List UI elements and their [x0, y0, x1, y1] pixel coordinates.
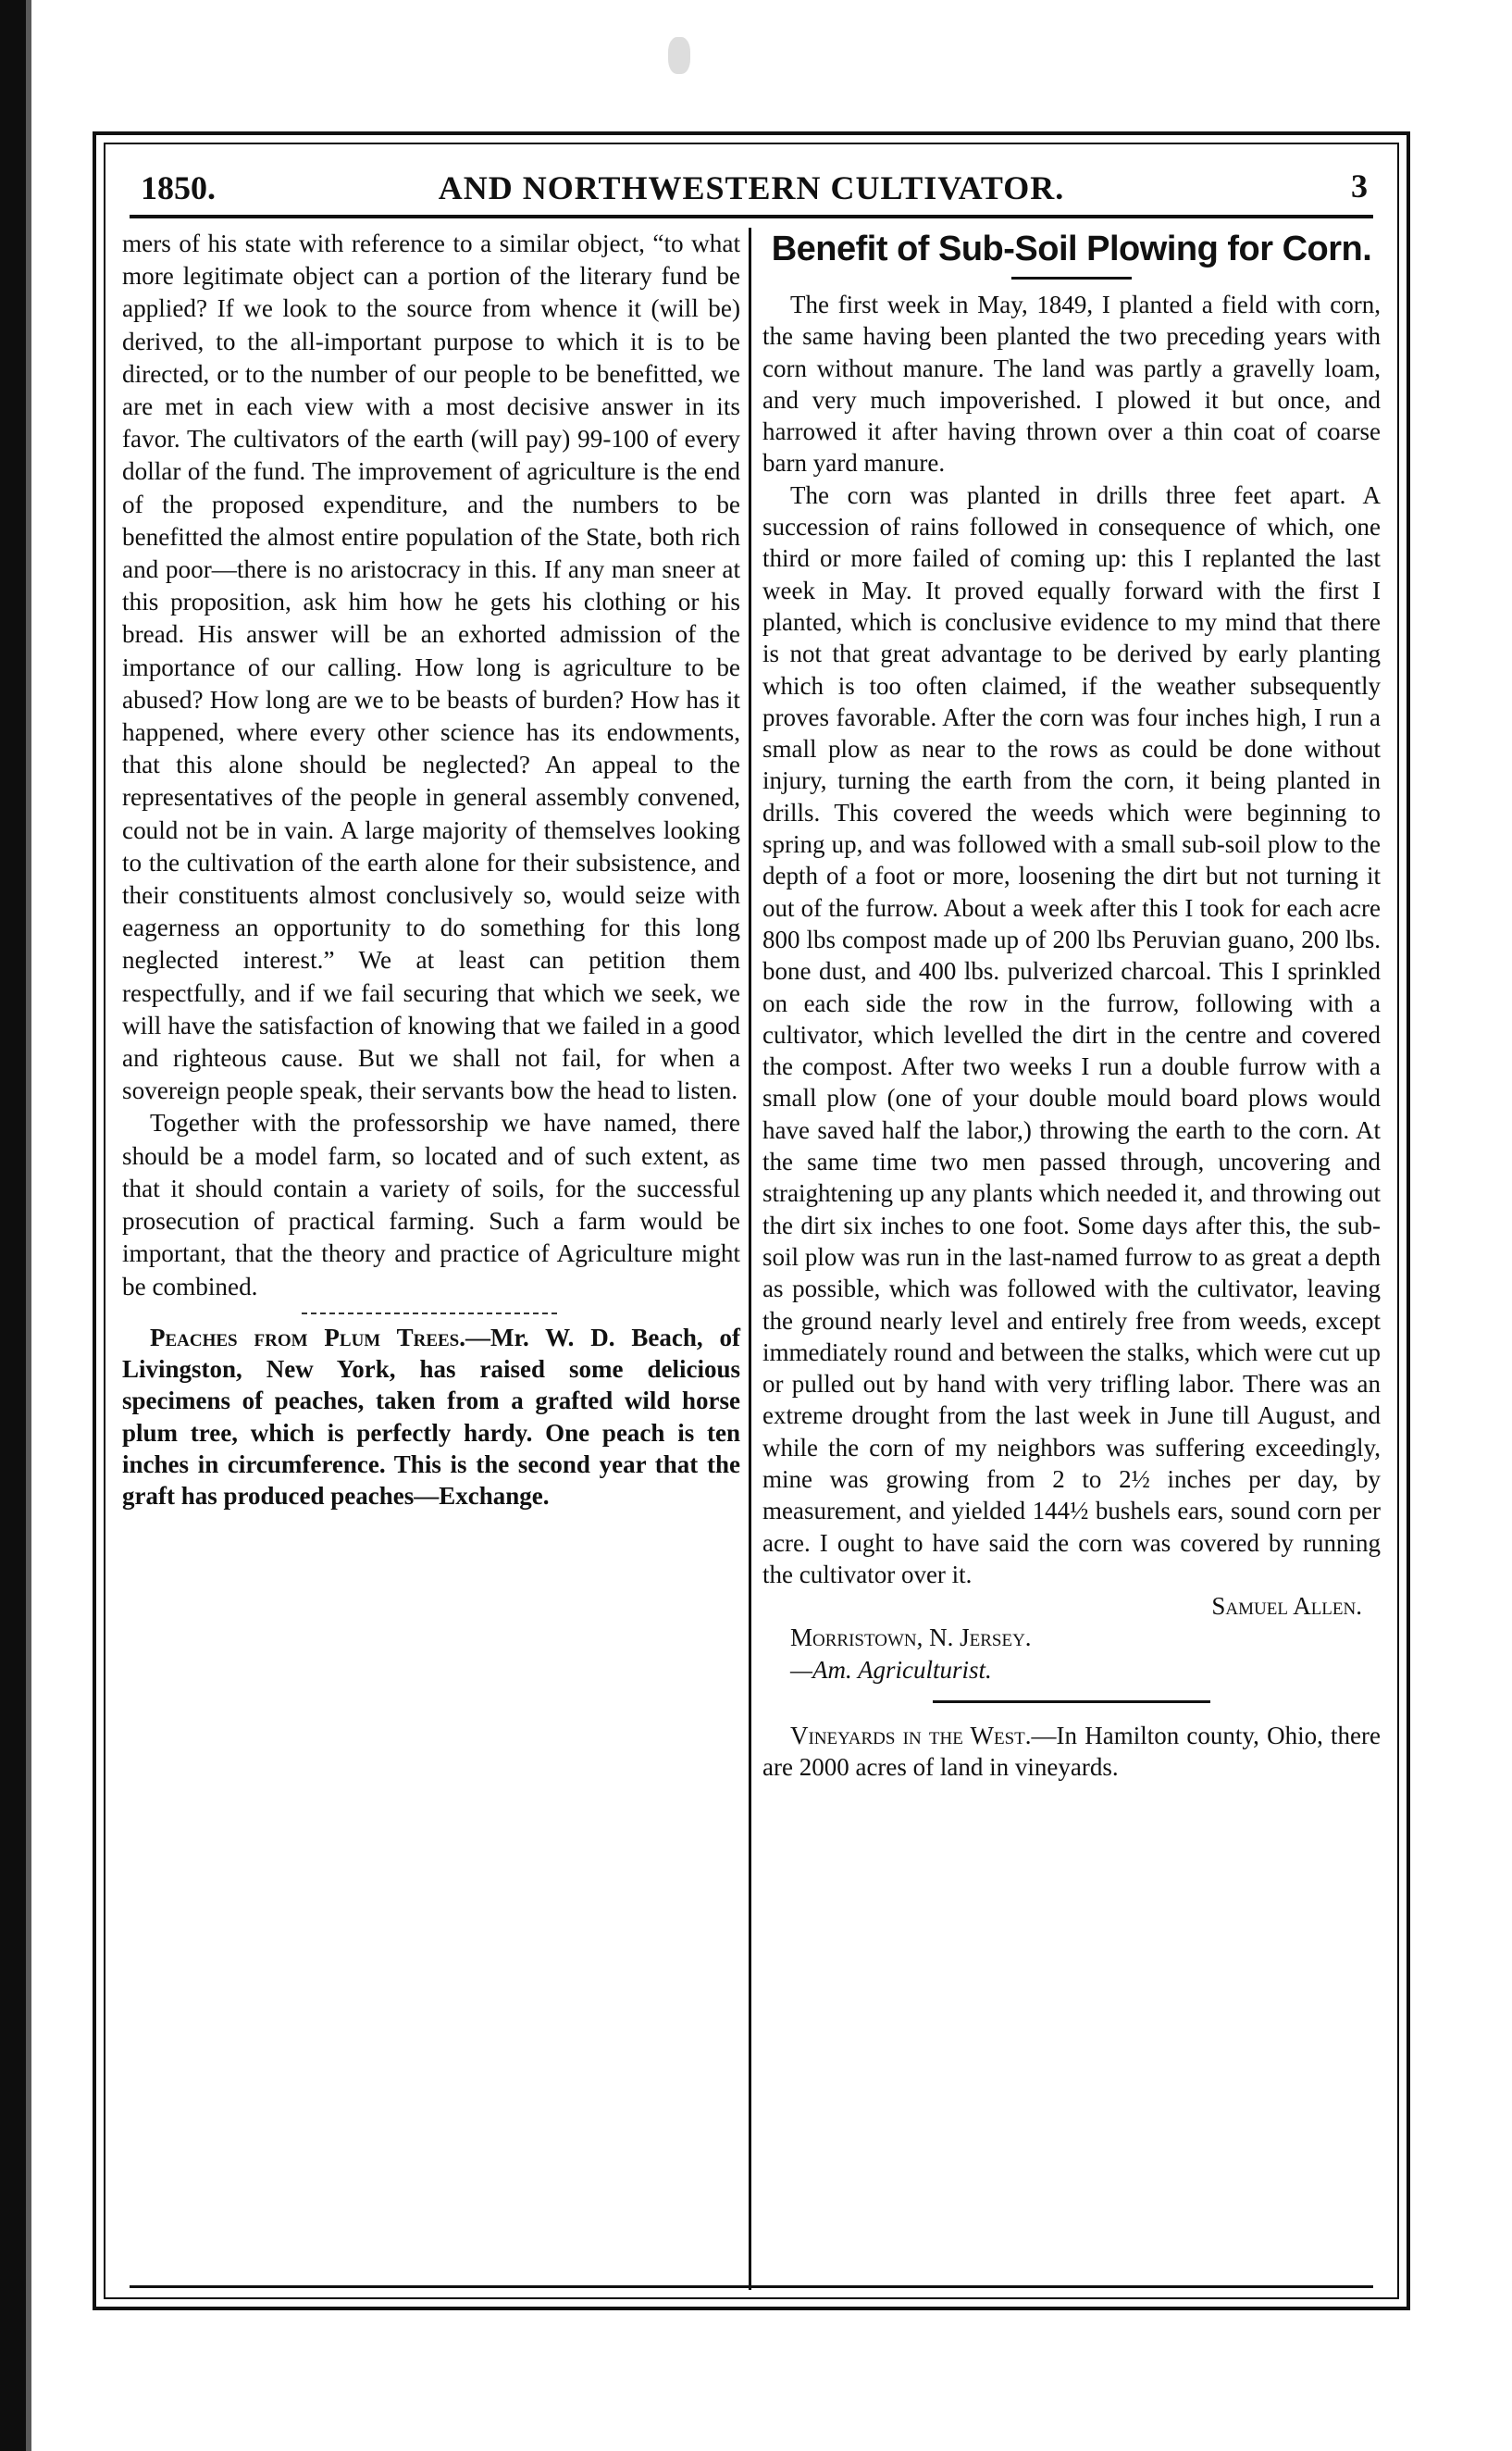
right-column	[762, 228, 1381, 1784]
scan-speck	[668, 37, 690, 74]
right-paragraph-1: The first week in May, 1849, I planted a field with corn, the same having been planted the two preceding years with corn without manure. The land was partly a gravelly loam, and very much impoverished. I plowed it but once, and harrowed it after having thrown over a thin coat of coarse barn yard manure.	[762, 291, 1381, 478]
header-title: AND NORTHWESTERN CULTIVATOR.	[438, 169, 1065, 206]
bottom-rule	[130, 2285, 1373, 2288]
author-signature	[762, 1590, 1381, 1622]
section-rule	[933, 1700, 1210, 1703]
newspaper-page	[93, 131, 1410, 2310]
left-paragraph-2: Together with the professorship we have named, there should be a model farm, so located and of such extent, as that it should contain a variety of soils, for the successful prosecution of practical farming. Such a farm would be important, that the theory and practice of Agriculture might be combined.	[122, 1109, 740, 1300]
left-column	[122, 228, 740, 1512]
article-headline: Benefit of Sub-Soil Plowing for Corn.	[771, 230, 1372, 268]
header-year: 1850.	[141, 169, 216, 206]
left-paragraph-1: mers of his state with reference to a similar object, “to what more legitimate object can a portion of the literary fund be applied? If we look to the source from whence it (will be) derived, to the all-important purpose to which it is to be directed, or to the number of our people to be benefitted, we are met in each view with a most decisive answer in its favor. The cultivators of the earth (will pay) 99-100 of every dollar of the fund. The improvement of agriculture is the end of the proposed expenditure, and the numbers to be benefitted the almost entire population of the State, both rich and poor—there is no aristocracy in this. If any man sneer at this proposition, ask him how he gets his clothing or his bread. His answer will be an exhorted admission of the importance of our calling. How long is agriculture to be abused? How long are we to be beasts of burden? How has it happened, where every other science has its endowments, that this alone should be neglected? An appeal to the representatives of the people in general assembly convened, could not be in vain. A large majority of themselves looking to the cultivation of the earth alone for their subsistence, and their constituents almost conclusively so, would seize with eagerness an opportunity to do something for this long neglected interest.” We at least can petition them respectfully, and if we fail securing that which we seek, we will have the satisfaction of knowing that we failed in a good and righteous cause. But we shall not fail, for when a sovereign people speak, their servants bow the head to listen.	[122, 230, 740, 1105]
vineyards-title: Vineyards in the West.	[790, 1722, 1032, 1750]
vineyards-article	[762, 1720, 1381, 1784]
signature-name: Samuel Allen.	[1211, 1592, 1362, 1621]
author-location: Morristown, N. Jersey.	[790, 1624, 1032, 1652]
peaches-title: Peaches from Plum Trees.	[150, 1323, 466, 1351]
headline-rule	[1011, 277, 1132, 280]
running-header	[130, 159, 1373, 218]
right-paragraph-2: The corn was planted in drills three feet apart. A succession of rains followed in consequence of which, one third or more failed of coming up: this I replanted the last week in May. It proved equally forward with the first I planted, which is conclusive evidence to my mind that there is not that great advantage to be derived by early planting which is too often claimed, if the weather subsequently proves favorable. After the corn was four inches high, I run a small plow as near to the rows as could be done without injury, turning the earth from the corn, it being planted in drills. This covered the weeds which were beginning to spring up, and was followed with a small sub-soil plow to the depth of a foot or more, loosening the dirt but not turning it out of the furrow. About a week after this I took for each acre 800 lbs compost made up of 200 lbs Peruvian guano, 200 lbs. bone dust, and 400 lbs. pulverized charcoal. This I sprinkled on each side the row in the furrow, following with a cultivator, which levelled the dirt in the centre and covered the compost. After two weeks I run a double furrow with a small plow (one of your double mould board plows would have saved half the labor,) throwing the earth to the corn. At the same time two men passed through, uncovering and straightening up any plants which needed it, and throwing out the dirt six inches to one foot. Some days after this, the sub-soil plow was run in the last-named furrow to as great a depth as possible, which was followed with the cultivator, leaving the ground nearly level and entirely free from weeds, except immediately round and between the stalks, which were cut up or pulled out by hand with very trifling labor. There was an extreme drought from the last week in June till August, and while the corn of my neighbors was suffering exceedingly, mine was growing from 2 to 2½ inches per day, by measurement, and yielded 144½ bushels ears, sound corn per acre. I ought to have said the corn was covered by running the cultivator over it.	[762, 480, 1381, 1588]
section-separator	[302, 1313, 561, 1314]
article-source: —Am. Agriculturist.	[790, 1655, 992, 1684]
scan-edge-gray	[26, 0, 31, 2451]
column-divider	[749, 228, 751, 2290]
peaches-article	[122, 1322, 740, 1512]
page-number: 3	[1351, 168, 1368, 205]
vineyards-body: —In Hamilton county, Ohio, there are 2000 acres of land in vineyards.	[762, 1722, 1381, 1782]
peaches-body: —Mr. W. D. Beach, of Livingston, New York, has raised some delicious specimens of peaches, taken from a grafted wild horse plum tree, which is perfectly hardy. One peach is ten inches in circumference. This is the second year that the graft has produced peaches—Exchange.	[122, 1323, 741, 1511]
scan-edge-dark	[0, 0, 26, 2451]
